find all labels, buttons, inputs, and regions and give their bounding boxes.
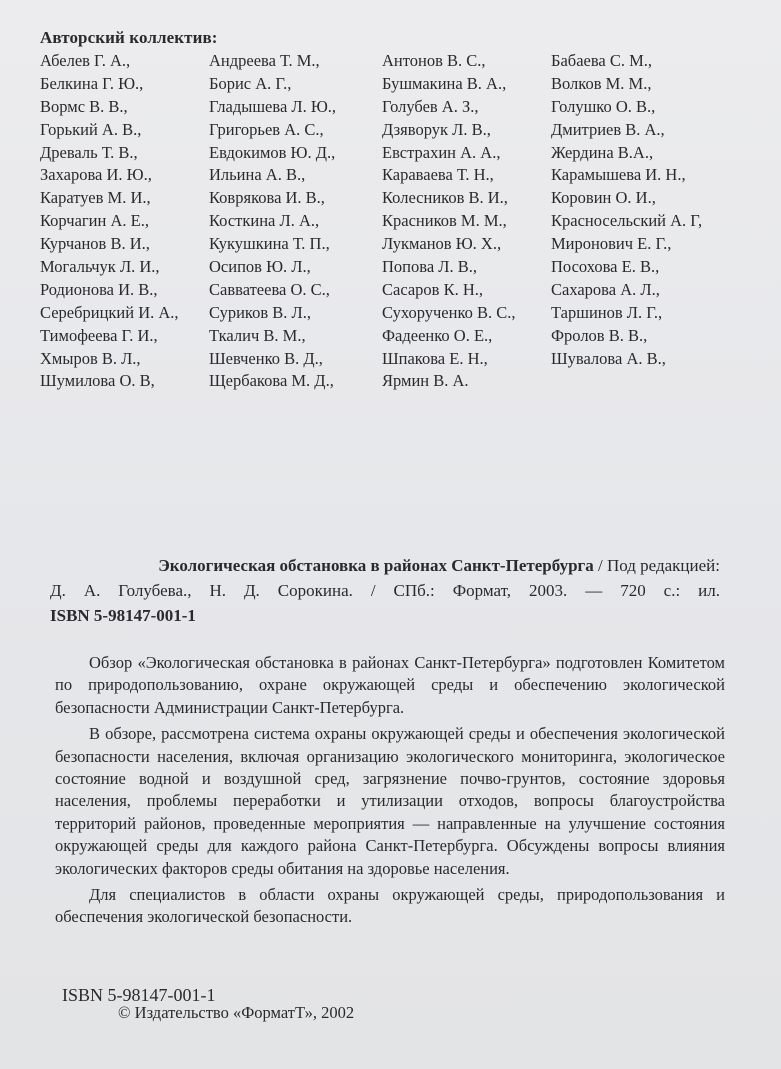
- author-name: Корчагин А. Е.,: [40, 211, 149, 231]
- author-name: Шевченко В. Д.,: [209, 348, 323, 368]
- abstract: [55, 652, 725, 929]
- author-name: Григорьев А. С.,: [209, 119, 324, 139]
- author-column-1: [40, 50, 179, 393]
- author-name: Гладышева Л. Ю.,: [209, 96, 337, 116]
- author-name: Белкина Г. Ю.,: [40, 73, 144, 93]
- author-column-3: [382, 50, 516, 393]
- author-name: Родионова И. В.,: [40, 279, 158, 299]
- author-name: Посохова Е. В.,: [551, 257, 660, 277]
- author-name: Антонов В. С.,: [382, 51, 486, 70]
- author-name: Щербакова М. Д.,: [209, 371, 334, 391]
- author-name: Суриков В. Л.,: [209, 302, 311, 322]
- author-name: Бабаева С. М.,: [551, 51, 653, 70]
- author-name: Коровин О. И.,: [551, 188, 656, 208]
- author-name: Осипов Ю. Л.,: [209, 257, 311, 277]
- author-name: Ткалич В. М.,: [209, 325, 306, 345]
- editor-intro: / Под редакцией:: [593, 556, 720, 575]
- author-name: Фролов В. В.,: [551, 325, 648, 345]
- author-name: Таршинов Л. Г.,: [551, 302, 663, 322]
- author-name: Голубев А. З.,: [382, 96, 479, 116]
- author-name: Волков М. М.,: [551, 73, 652, 93]
- author-name: Дзяворук Л. В.,: [382, 119, 491, 139]
- author-name: Сухорученко В. С.,: [382, 302, 516, 322]
- author-name: Сахарова А. Л.,: [551, 279, 660, 299]
- author-name: Каратуев М. И.,: [40, 188, 151, 208]
- author-name: Караваева Т. Н.,: [382, 165, 494, 185]
- author-name: Серебрицкий И. А.,: [40, 302, 179, 322]
- author-name: Коврякова И. В.,: [209, 188, 325, 208]
- author-name: Фадеенко О. Е.,: [382, 325, 493, 345]
- author-name: Голушко О. В.,: [551, 96, 656, 116]
- abstract-paragraph-3: Для специалистов в области охраны окружающей среды, природопользования и обеспечения экологической безопасности.: [55, 885, 725, 927]
- author-name: Ильина А. В.,: [209, 165, 306, 185]
- author-name: Колесников В. И.,: [382, 188, 508, 208]
- author-name: Сасаров К. Н.,: [382, 279, 484, 299]
- author-name: Савватеева О. С.,: [209, 279, 330, 299]
- author-name: Косткина Л. А.,: [209, 211, 320, 231]
- author-name: Бушмакина В. А.,: [382, 73, 507, 93]
- author-name: Могальчук Л. И.,: [40, 257, 160, 277]
- abstract-paragraph-2: В обзоре, рассмотрена система охраны окружающей среды и обеспечения экологической безопасности населения, включая организацию экологического мониторинга, экологическое состояние водной и воздушной сред, загрязнение почво-грунтов, состояние здоровья населения, проблемы переработки и утилизации отходов, вопросы благоустройства территорий районов, проведенные мероприятия — направленные на улучшение состояния окружающей среды для каждого района Санкт-Петербурга. Обсуждены вопросы влияния экологических факторов среды обитания на здоровье населения.: [55, 724, 725, 878]
- author-name: Борис А. Г.,: [209, 73, 292, 93]
- author-name: Горький А. В.,: [40, 119, 142, 139]
- author-name: Шпакова Е. Н.,: [382, 348, 488, 368]
- author-name: Тимофеева Г. И.,: [40, 325, 158, 345]
- author-name: Миронович Е. Г.,: [551, 234, 672, 254]
- author-name: Красносельский А. Г,: [551, 211, 703, 231]
- author-name: Древаль Т. В.,: [40, 142, 138, 162]
- author-name: Попова Л. В.,: [382, 257, 477, 277]
- bibliographic-record: [50, 553, 720, 628]
- copyright-notice: © Издательство «ФорматТ», 2002: [118, 1003, 355, 1022]
- footer-isbn: ISBN 5-98147-001-1: [62, 985, 216, 1005]
- biblio-line-1: [50, 553, 720, 578]
- author-column-4: [551, 50, 702, 370]
- abstract-paragraph-1: Обзор «Экологическая обстановка в районах Санкт-Петербурга» подготовлен Комитетом по природопользованию, охране окружающей среды и обеспечению экологической безопасности Администрации Санкт-Петербурга.: [55, 653, 725, 717]
- author-name: Карамышева И. Н.,: [551, 165, 686, 185]
- author-name: Абелев Г. А.,: [40, 51, 131, 70]
- author-name: Захарова И. Ю.,: [40, 165, 152, 185]
- author-name: Ярмин В. А.: [382, 371, 469, 391]
- author-name: Жердина В.А.,: [551, 142, 654, 162]
- author-name: Андреева Т. М.,: [209, 51, 320, 70]
- author-name: Шувалова А. В.,: [551, 348, 666, 368]
- biblio-editors-publisher: Д. А. Голубева., Н. Д. Сорокина. / СПб.: Формат, 2003. — 720 с.: ил.: [50, 581, 720, 600]
- author-name: Кукушкина Т. П.,: [209, 234, 330, 254]
- author-name: Лукманов Ю. Х.,: [382, 234, 502, 254]
- author-name: Евдокимов Ю. Д.,: [209, 142, 336, 162]
- author-column-2: [209, 50, 336, 393]
- authors-heading: Авторский коллектив:: [40, 28, 218, 47]
- biblio-isbn: ISBN 5-98147-001-1: [50, 606, 196, 625]
- author-name: Курчанов В. И.,: [40, 234, 150, 254]
- book-title: Экологическая обстановка в районах Санкт-Петербурга: [158, 556, 594, 575]
- author-name: Евстрахин А. А.,: [382, 142, 501, 162]
- author-name: Шумилова О. В,: [40, 371, 155, 391]
- author-name: Красников М. М.,: [382, 211, 507, 231]
- author-name: Дмитриев В. А.,: [551, 119, 665, 139]
- author-name: Хмыров В. Л.,: [40, 348, 141, 368]
- author-name: Вормс В. В.,: [40, 96, 128, 116]
